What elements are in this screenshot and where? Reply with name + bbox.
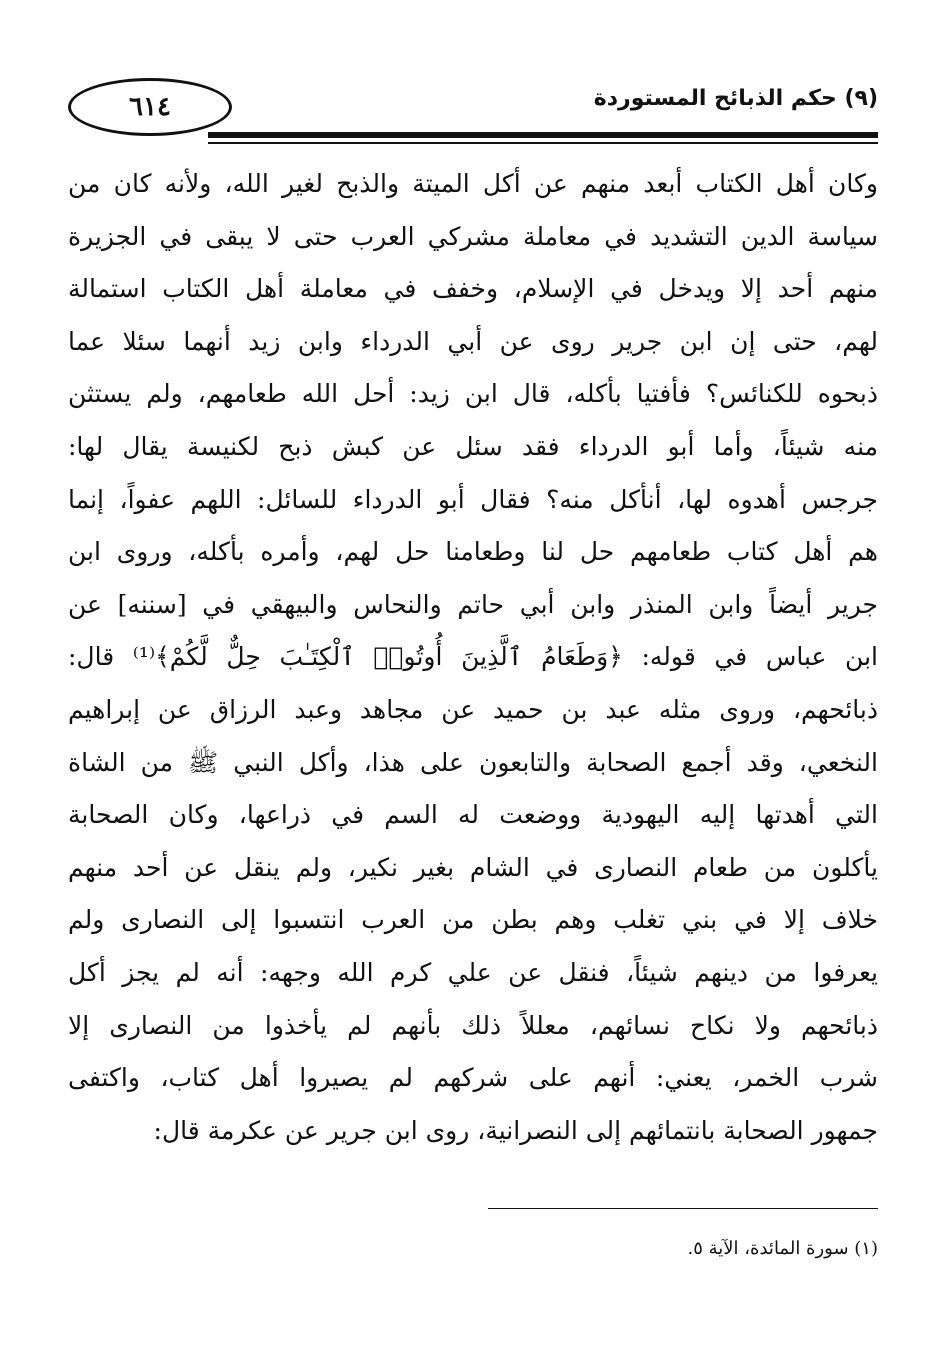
body-line: جرير أيضاً وابن المنذر وابن أبي حاتم والنحاس والبيهقي في [سننه] عن [68,589,878,619]
body-text [68,158,878,1157]
body-line: وكان أهل الكتاب أبعد منهم عن أكل الميتة والذبح لغير الله، ولأنه كان من [68,169,878,198]
body-line: النخعي، وقد أجمع الصحابة والتابعون على هذا، وأكل النبي ﷺ من الشاة [68,747,878,777]
body-line: ذبائحهم، وروى مثله عبد بن حميد عن مجاهد وعبد الرزاق عن إبراهيم [68,694,878,724]
body-line: خلاف إلا في بني تغلب وهم بطن من العرب انتسبوا إلى النصارى ولم [68,905,878,935]
body-line: منهم أحد إلا ويدخل في الإسلام، وخفف في معاملة أهل الكتاب استمالة [68,274,878,304]
body-line: ابن عباس في قوله: ﴿وَطَعَامُ ٱلَّذِينَ أُوتُوا۟ ٱلْكِتَـٰبَ حِلٌّ لَّكُمْ﴾⁽¹⁾ قال: [68,642,878,672]
body-line: لهم، حتى إن ابن جرير روى عن أبي الدرداء وابن زيد أنهما سئلا عما [68,326,878,356]
body-line: يأكلون من طعام النصارى في الشام بغير نكير، ولم ينقل عن أحد منهم [68,852,878,882]
page-header [68,70,878,148]
body-line: ذبائحهم ولا نكاح نسائهم، معللاً ذلك بأنهم لم يأخذوا من النصارى إلا [68,1010,878,1040]
body-line: هم أهل كتاب طعامهم حل لنا وطعامنا حل لهم، وأمره بأكله، وروى ابن [68,537,878,567]
body-line: جمهور الصحابة بانتمائهم إلى النصرانية، روى ابن جرير عن عكرمة قال: [153,1115,878,1145]
page-number: ٦١٤ [68,78,232,136]
body-line: ذبحوه للكنائس؟ فأفتيا بأكله، قال ابن زيد: أحل الله طعامهم، ولم يستثن [68,379,878,409]
body-line: التي أهدتها إليه اليهودية ووضعت له السم في ذراعها، وكان الصحابة [68,800,878,830]
header-rule-thin [208,142,878,144]
header-rule-thick [208,132,878,138]
body-line: يعرفوا من دينهم شيئاً، فنقل عن علي كرم الله وجهه: أنه لم يجز أكل [68,957,878,987]
body-line: منه شيئاً، وأما أبو الدرداء فقد سئل عن كبش ذبح لكنيسة يقال لها: [68,431,878,461]
body-line: سياسة الدين التشديد في معاملة مشركي العرب حتى لا يبقى في الجزيرة [68,221,878,251]
body-line: جرجس أهدوه لها، أنأكل منه؟ فقال أبو الدرداء للسائل: اللهم عفواً، إنما [68,484,878,514]
body-line: شرب الخمر، يعني: أنهم على شركهم لم يصيروا أهل كتاب، واكتفى [68,1063,878,1093]
footnote: (١) سورة المائدة، الآية ٥. [687,1238,878,1259]
footnote-separator [488,1208,878,1209]
running-title: (٩) حكم الذبائح المستوردة [593,86,878,111]
